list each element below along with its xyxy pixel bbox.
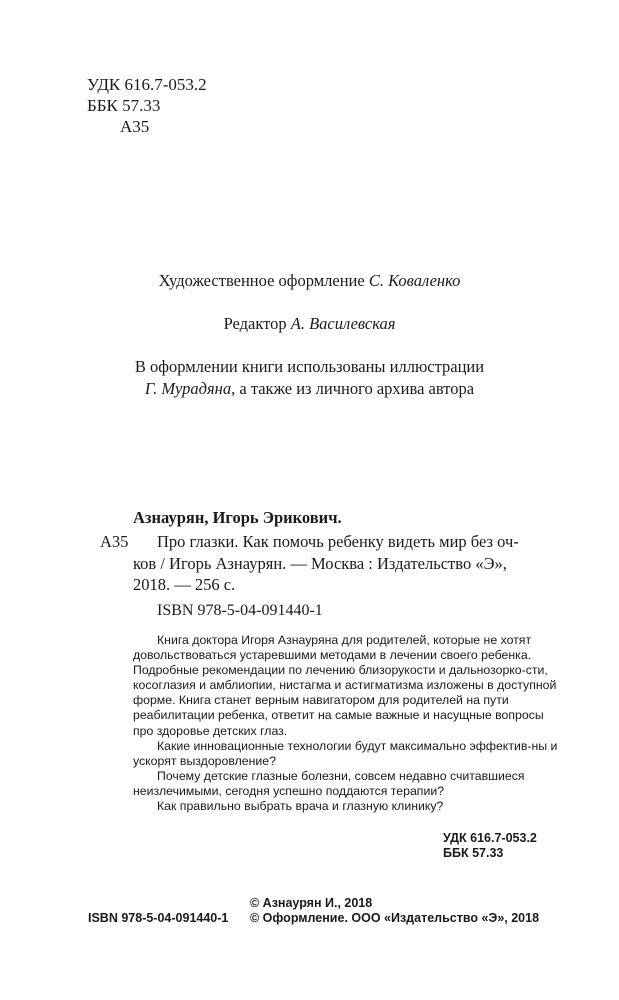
illustrations-rest: , а также из личного архива автора xyxy=(231,379,475,398)
title-line-2: ков / Игорь Азнаурян. — Москва : Издательство «Э», xyxy=(133,553,507,573)
editor-name: А. Василевская xyxy=(290,314,396,333)
annotation xyxy=(133,633,565,814)
annotation-paragraph: Почему детские глазные болезни, совсем недавно считавшиеся неизлечимыми, сегодня успешно поддаются терапии? xyxy=(133,768,525,798)
bottom-udk: УДК 616.7-053.2 xyxy=(443,831,537,845)
editor-label: Редактор xyxy=(223,314,287,333)
editor-credit xyxy=(0,314,619,334)
annotation-paragraph: Какие инновационные технологии будут максимально эффектив-ны и ускорят выздоровление? xyxy=(133,738,558,768)
design-credit xyxy=(0,271,619,291)
copyright xyxy=(250,896,539,926)
record-author-mark: А35 xyxy=(100,532,129,551)
title-line-3: 2018. — 256 с. xyxy=(133,575,236,594)
bbk-code: ББК 57.33 xyxy=(87,96,161,115)
udk-code: УДК 616.7-053.2 xyxy=(87,75,207,94)
top-classification xyxy=(87,74,207,137)
design-name: С. Коваленко xyxy=(368,271,461,290)
title-line-1: Про глазки. Как помочь ребенку видеть мир без оч- xyxy=(157,532,519,551)
illustrations-name: Г. Мурадяна xyxy=(144,379,232,398)
illustrations-line2 xyxy=(0,378,619,400)
illustrations-credit xyxy=(0,356,619,400)
annotation-paragraph: Книга доктора Игоря Азнауряна для родителей, которые не хотят довольствоваться устаревшими методами в лечении своего ребенка. Подробные рекомендации по лечению близорукости и дальнозорко-сти, косоглазия и амблиопии, нистагма и астигматизма изложены в доступной форме. Книга станет верным навигатором для родителей на пути реабилитации ребенка, ответит на самые важные и насущные вопросы про здоровье детских глаз. xyxy=(133,633,557,738)
copyright-design: © Оформление. ООО «Издательство «Э», 2018 xyxy=(250,911,540,925)
author-mark: А35 xyxy=(120,117,150,136)
bibliographic-record xyxy=(133,531,564,596)
isbn: ISBN 978-5-04-091440-1 xyxy=(157,602,323,619)
bottom-classification xyxy=(443,831,537,861)
author-heading: Азнаурян, Игорь Эрикович. xyxy=(133,508,342,527)
design-label: Художественное оформление xyxy=(158,271,365,290)
annotation-paragraph: Как правильно выбрать врача и глазную клинику? xyxy=(157,799,444,814)
bottom-bbk: ББК 57.33 xyxy=(443,846,504,860)
bottom-isbn: ISBN 978-5-04-091440-1 xyxy=(88,911,229,925)
copyright-author: © Азнаурян И., 2018 xyxy=(250,896,373,910)
illustrations-line1: В оформлении книги использованы иллюстрации xyxy=(134,357,485,376)
